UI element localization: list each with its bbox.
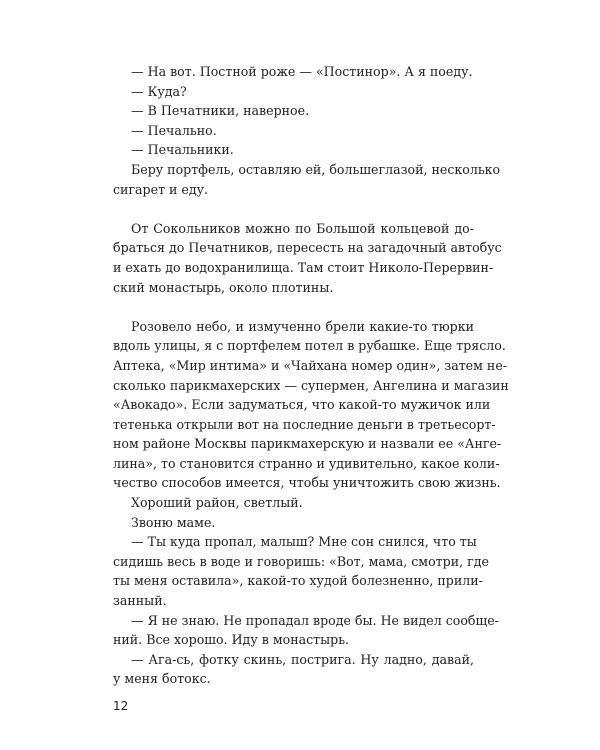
text-line: — Печально. (131, 122, 217, 138)
text-line: Хороший район, светлый. (131, 495, 303, 511)
text-line: Звоню маме. (131, 514, 216, 530)
text-line: Розовело небо, и измученно брели какие-то тюрки (131, 318, 474, 334)
text-line: сколько парикмахерских — супермен, Ангелина и магазин (113, 377, 509, 393)
text-line: и ехать до водохранилища. Там стоит Николо-Перервин- (113, 259, 494, 275)
text-line: лина», то становится странно и удивительно, какое коли- (113, 455, 500, 471)
text-line: занный. (113, 593, 167, 609)
page-number: 12 (113, 699, 129, 713)
text-line: у меня ботокс. (113, 671, 211, 687)
text-line: ский монастырь, около плотины. (113, 279, 334, 295)
text-line: — Ага-сь, фотку скинь, пострига. Ну ладно, давай, (131, 651, 474, 667)
text-line: ном районе Москвы парикмахерскую и назвали ее «Анге- (113, 436, 502, 452)
paragraph-gap (113, 297, 474, 317)
text-line: — Печальники. (131, 142, 234, 158)
text-line: тетенька открыли вот на последние деньги в третьесорт- (113, 416, 496, 432)
text-line: ний. Все хорошо. Иду в монастырь. (113, 632, 350, 648)
text-line: чество способов имеется, чтобы уничтожить свою жизнь. (113, 475, 501, 491)
text-line: «Авокадо». Если задуматься, что какой-то мужичок или (113, 397, 491, 413)
text-line: сигарет и еду. (113, 181, 209, 197)
paragraph-gap (113, 199, 474, 219)
text-line: — Куда? (131, 83, 187, 99)
text-line: От Сокольников можно по Большой кольцевой до- (131, 220, 474, 236)
text-line: — На вот. Постной роже — «Постинор». А я поеду. (131, 64, 473, 79)
body-text (113, 62, 509, 689)
text-line: Беру портфель, оставляю ей, большеглазой, несколько (131, 161, 501, 177)
text-line: браться до Печатников, пересесть на загадочный автобус (113, 240, 502, 256)
text-line: — В Печатники, наверное. (131, 103, 310, 119)
text-line: — Ты куда пропал, малыш? Мне сон снился, что ты (131, 534, 477, 550)
text-line: ты меня оставила», какой-то худой болезненно, прили- (113, 573, 483, 589)
text-line: — Я не знаю. Не пропадал вроде бы. Не видел сообще- (131, 612, 499, 628)
text-line: Аптека, «Мир интима» и «Чайхана номер один», затем не- (113, 357, 508, 373)
text-line: сидишь весь в воде и говоришь: «Вот, мама, смотри, где (113, 553, 489, 569)
text-line: вдоль улицы, я с портфелем потел в рубашке. Еще трясло. (113, 338, 506, 354)
